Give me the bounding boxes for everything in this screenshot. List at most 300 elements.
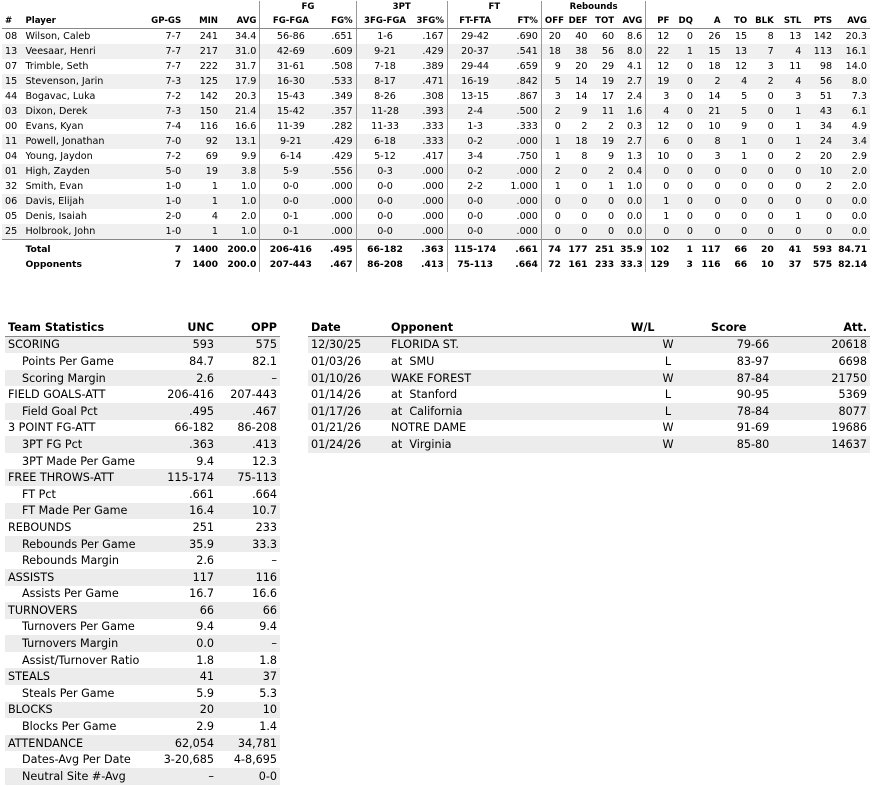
player-cell: 1.3 [627,151,643,162]
team-stat-unc: .495 [155,403,217,420]
total-cell: 7 [174,259,182,270]
team-stat-opp: 10 [217,702,280,719]
player-cell: 8-17 [356,74,413,89]
player-cell: 18 [708,61,721,72]
player-cell: 1 [646,194,673,209]
player-cell: 8-26 [356,89,413,104]
player-cell: 2-4 [447,104,502,119]
player-cell: 2.7 [617,134,646,149]
player-cell: 15 [734,31,748,42]
score-header: Score [708,319,798,336]
player-cell: 4 [777,44,805,59]
player-cell: 1 [777,134,805,149]
player-cell: 29-42 [447,29,502,45]
player-cell: 0 [795,181,802,192]
player-cell: 56 [804,74,835,89]
player-cell: .167 [422,31,444,42]
player-cell: 0-0 [447,194,502,209]
game-opponent: at California [388,403,628,420]
player-cell: 16.1 [835,44,870,59]
player-cell: 0.4 [617,164,646,179]
team-stat-unc: 3-20,685 [163,753,214,767]
player-cell: 16-30 [260,74,321,89]
player-cell: 05 [5,211,18,222]
column-header: OFF [541,14,564,29]
player-cell: 7-0 [147,134,184,149]
player-cell: 11 [2,134,22,149]
player-cell: 20-37 [447,44,502,59]
team-stat-unc: 16.7 [189,587,214,601]
player-cell: 2 [541,164,564,179]
player-cell: 15-43 [260,89,321,104]
team-stat-row [5,569,280,586]
player-cell: 2 [795,151,802,162]
player-cell: 217 [184,44,221,59]
team-stat-opp: 0-0 [217,768,280,785]
game-date: 01/10/26 [308,370,388,387]
player-cell: 15 [696,44,724,59]
player-cell: 20.3 [235,91,257,102]
player-cell: 13 [789,31,802,42]
player-cell: 2 [826,181,833,192]
player-cell: 12 [646,59,673,74]
team-stat-opp: – [217,635,280,652]
team-stat-unc: 115-174 [155,469,217,486]
player-cell: 7-7 [165,61,182,72]
player-cell: .000 [516,211,538,222]
team-stat-label: FIELD GOALS-ATT [8,388,106,402]
game-score: 83-97 [736,354,770,368]
game-date: 01/17/26 [308,403,388,420]
team-stat-unc: 20 [155,702,217,719]
column-header: 3FG% [413,14,447,29]
player-cell: 60 [601,31,615,42]
team-stat-unc: 9.4 [196,454,214,468]
team-stat-opp: 10.7 [217,503,280,520]
player-cell: .533 [321,74,356,89]
total-cell: 161 [568,259,588,270]
team-stat-unc: .661 [189,487,214,501]
team-stat-row [5,718,280,735]
player-cell: 6-18 [356,134,413,149]
player-cell: 9 [741,121,748,132]
player-cell: 08 [5,31,18,42]
team-stats-title: Team Statistics [5,319,155,336]
player-cell: .000 [331,181,353,192]
player-cell: 0 [750,224,777,240]
player-cell: .429 [331,151,353,162]
game-result: W [662,421,674,435]
game-result: W [628,370,708,387]
player-cell: 13 [724,44,751,59]
player-cell: 51 [819,91,833,102]
team-stat-row [5,635,280,652]
player-cell: .750 [516,151,538,162]
player-cell: 4.9 [851,121,867,132]
player-cell: 34.4 [235,31,257,42]
player-cell: 0 [581,211,588,222]
player-cell: 7 [750,44,777,59]
player-cell: .500 [502,104,541,119]
player-cell: .842 [502,74,541,89]
team-stat-row [5,602,280,619]
team-stat-unc: 16.4 [155,503,217,520]
player-cell: .333 [422,121,444,132]
team-stat-row [5,453,280,470]
player-cell: 0 [724,194,751,209]
player-cell: .282 [331,121,353,132]
player-cell: 3-4 [447,149,502,164]
team-stat-opp: 4-8,695 [233,753,277,767]
total-cell: 84.71 [835,240,870,258]
total-cell: 66 [734,259,748,270]
player-cell: .308 [422,91,444,102]
opponents-row [2,257,870,272]
player-cell: 19 [591,134,618,149]
player-cell: 1 [777,104,805,119]
player-cell: 0 [804,194,835,209]
game-opponent: FLORIDA ST. [388,336,628,353]
player-cell: 0-3 [356,164,413,179]
total-cell: 82.14 [838,259,868,270]
player-cell: 2 [541,104,564,119]
column-header: AVG [617,14,646,29]
player-cell: .333 [516,121,538,132]
player-cell: 0-0 [356,224,413,240]
player-cell: 1 [541,134,564,149]
team-stat-label: ASSISTS [5,569,155,586]
total-cell: 129 [646,257,673,272]
player-cell: .000 [502,194,541,209]
team-stat-row [5,353,280,370]
group-header-row [2,1,870,14]
game-row [308,386,870,403]
total-cell: 41 [777,240,805,258]
player-row [2,44,870,59]
player-cell: 5 [724,104,751,119]
total-cell: .661 [502,240,541,258]
game-opponent: NOTRE DAME [391,421,467,435]
player-cell: 241 [199,31,219,42]
game-attendance: 21750 [798,370,870,387]
game-result: W [628,436,708,453]
player-cell: 0 [672,194,696,209]
game-opponent: at SMU [391,354,435,368]
team-stat-row [5,370,280,387]
game-log-body [308,336,870,453]
player-cell: 2 [581,121,588,132]
player-cell: .000 [321,224,356,240]
player-cell: 9 [608,151,615,162]
player-cell: .690 [516,31,538,42]
column-header: DQ [672,14,696,29]
player-cell: 42-69 [260,44,321,59]
player-cell: 5-12 [356,149,413,164]
player-cell: 0 [541,119,564,134]
team-stat-label: Assist/Turnover Ratio [22,653,140,667]
team-stat-unc: .363 [155,436,217,453]
team-stat-label: Turnovers Margin [5,635,155,652]
player-cell: 92 [184,134,221,149]
player-cell: 0 [591,194,618,209]
team-stat-row [5,519,280,536]
game-date: 01/21/26 [311,421,362,435]
player-row [2,134,870,149]
column-header: STL [777,14,805,29]
game-attendance: 19686 [831,421,867,435]
player-cell: 9 [541,59,564,74]
player-cell: 14.0 [845,61,867,72]
player-cell: 18 [564,134,591,149]
player-cell: 0.0 [835,194,870,209]
player-cell: 9.9 [241,151,257,162]
player-cell: 2.9 [851,151,867,162]
player-cell: 0.0 [617,224,646,240]
total-cell: 33.3 [620,259,643,270]
player-cell: 17.9 [221,74,260,89]
player-cell: 14 [575,91,588,102]
total-cell: .495 [321,240,356,258]
player-cell: 0 [646,179,673,194]
player-cell: 14 [708,91,721,102]
player-cell: 1 [741,151,748,162]
total-cell: 20 [750,240,777,258]
player-cell: 9 [564,104,591,119]
player-cell: 20.3 [845,31,867,42]
game-attendance: 14637 [798,436,870,453]
player-cell: 0-0 [260,179,321,194]
player-cell: 14 [564,74,591,89]
player-cell: 0 [741,211,748,222]
player-cell: 4.1 [627,61,643,72]
player-row [2,209,870,224]
attendance-header: Att. [798,319,870,336]
player-cell: 2.0 [241,211,257,222]
game-score: 90-95 [736,388,770,402]
ft-group-header: FT [447,1,541,14]
team-stat-row [5,685,280,702]
column-header: AVG [221,14,260,29]
player-cell: 15-42 [260,104,321,119]
team-stat-label: STEALS [5,668,155,685]
game-row [308,336,870,353]
player-cell: .651 [331,31,353,42]
total-cell: 206-416 [260,240,321,258]
team-stat-unc: 2.9 [196,720,214,734]
player-cell: 0 [777,194,805,209]
total-cell: 575 [812,259,833,270]
player-cell: Young, Jaydon [25,151,93,162]
player-cell: .471 [413,74,447,89]
player-cell: 0-0 [447,224,502,240]
player-cell: 11-33 [356,119,413,134]
team-stat-row [5,652,280,669]
player-cell: 0 [672,104,696,119]
column-header: AVG [835,14,870,29]
team-stat-opp: 1.8 [259,653,277,667]
player-cell: .659 [516,61,538,72]
player-row [2,179,870,194]
column-header: # [2,14,22,29]
player-cell: 5-0 [147,164,184,179]
player-cell: 0 [750,104,777,119]
player-cell: 6 [646,134,673,149]
player-cell: 01 [2,164,22,179]
player-cell: 125 [184,74,221,89]
team-stat-label: Neutral Site #-Avg [5,768,155,785]
player-cell: Bogavac, Luka [25,91,96,102]
game-attendance: 20618 [798,336,870,353]
team-stat-row [5,436,280,453]
team-stat-label: SCORING [5,336,155,353]
team-stat-opp: 75-113 [217,469,280,486]
player-cell: 00 [5,121,18,132]
game-attendance: 6698 [838,354,867,368]
player-cell: 10 [708,121,721,132]
player-cell: 0-1 [260,224,321,240]
team-stat-label: 3 POINT FG-ATT [8,421,96,435]
game-log-table [308,319,870,453]
player-cell: .357 [321,104,356,119]
player-cell: 15 [2,74,22,89]
total-cell: Total [22,240,147,258]
player-row [2,59,870,74]
player-cell: 0 [767,151,774,162]
team-stat-row [5,735,280,752]
player-cell: 6-14 [260,149,321,164]
player-row [2,194,870,209]
team-statistics-table [5,319,280,785]
player-cell: 31.0 [221,44,260,59]
player-cell: Powell, Jonathan [22,134,147,149]
player-cell: 21.4 [221,104,260,119]
player-cell: 2.7 [617,74,646,89]
total-cell: 177 [564,240,591,258]
column-header-row [2,14,870,29]
team-stat-label: Rebounds Per Game [5,536,155,553]
player-cell: 24 [804,134,835,149]
player-cell: 0 [646,164,673,179]
player-cell: .000 [422,181,444,192]
player-cell: 7-3 [147,104,184,119]
player-cell: 0-2 [447,164,502,179]
game-row [308,403,870,420]
game-score: 85-80 [708,436,798,453]
game-attendance: 8077 [798,403,870,420]
player-cell: 0 [686,151,693,162]
total-cell: 86-208 [356,257,413,272]
total-cell: 37 [788,259,802,270]
team-stat-label: BLOCKS [5,702,155,719]
team-stat-opp: 9.4 [259,620,277,634]
total-cell: 251 [591,240,618,258]
game-attendance: 5369 [838,388,867,402]
total-cell: 200.0 [221,240,260,258]
player-cell: .417 [422,151,444,162]
player-cell: 0 [714,211,721,222]
team-stats-header-row [5,319,280,336]
team-stat-opp: 82.1 [252,354,277,368]
total-cell: 207-443 [260,257,321,272]
player-cell: 44 [5,91,18,102]
player-cell: 11 [591,104,618,119]
team-stat-unc: 35.9 [155,536,217,553]
player-cell: 4 [724,74,751,89]
game-row [308,353,870,370]
total-cell: 1400 [192,259,219,270]
team-stat-unc: 2.6 [196,554,214,568]
team-stat-label: FT Pct [22,487,56,501]
player-cell: 8 [767,31,774,42]
player-cell: 1 [795,211,802,222]
team-stat-opp: .467 [217,403,280,420]
player-cell: 7-3 [147,74,184,89]
team-stat-opp: – [271,554,277,568]
player-cell: 0 [672,164,696,179]
team-stat-row [5,403,280,420]
player-cell: 2.4 [627,91,643,102]
player-cell: 12 [646,119,673,134]
player-cell: 5 [741,91,748,102]
team-stat-opp: 66 [217,602,280,619]
player-cell: Stevenson, Jarin [22,74,147,89]
player-cell: 8 [696,134,724,149]
game-row [308,370,870,387]
total-cell: .363 [413,240,447,258]
player-cell: 11-39 [260,119,321,134]
player-cell: 0 [777,164,805,179]
team-stat-row [5,768,280,785]
game-score: 78-84 [708,403,798,420]
fg-group-header: FG [260,1,356,14]
player-cell: .000 [502,164,541,179]
team-stat-unc: 41 [155,668,217,685]
player-cell: 0.3 [627,121,643,132]
team-stat-opp: 575 [217,336,280,353]
game-score: 91-69 [736,421,770,435]
player-cell: Dixon, Derek [22,104,147,119]
column-header: TO [724,14,751,29]
game-date: 01/14/26 [311,388,362,402]
player-cell: 2 [750,74,777,89]
player-cell: 0 [750,134,777,149]
team-stat-label: ATTENDANCE [5,735,155,752]
player-cell: 26 [708,31,721,42]
player-cell: 116 [199,121,219,132]
player-cell: 1 [184,224,221,240]
total-cell: .467 [329,259,353,270]
column-header: A [696,14,724,29]
team-stat-row [5,469,280,486]
team-stat-opp: 86-208 [237,421,277,435]
team-stat-label: Blocks Per Game [22,720,117,734]
player-cell: 0 [696,164,724,179]
player-cell: 10 [646,149,673,164]
player-cell: 1 [672,44,696,59]
player-cell: 0 [714,181,721,192]
player-cell: 3 [767,61,774,72]
player-cell: 0 [724,224,751,240]
player-cell: .541 [502,44,541,59]
game-result: L [664,388,672,402]
column-header: Player [22,14,147,29]
player-cell: 0 [672,224,696,240]
team-stat-opp: 12.3 [252,454,277,468]
player-cell: 142 [199,91,219,102]
team-stat-unc: 206-416 [167,388,214,402]
player-cell: 19 [646,74,673,89]
player-cell: 11 [789,61,802,72]
